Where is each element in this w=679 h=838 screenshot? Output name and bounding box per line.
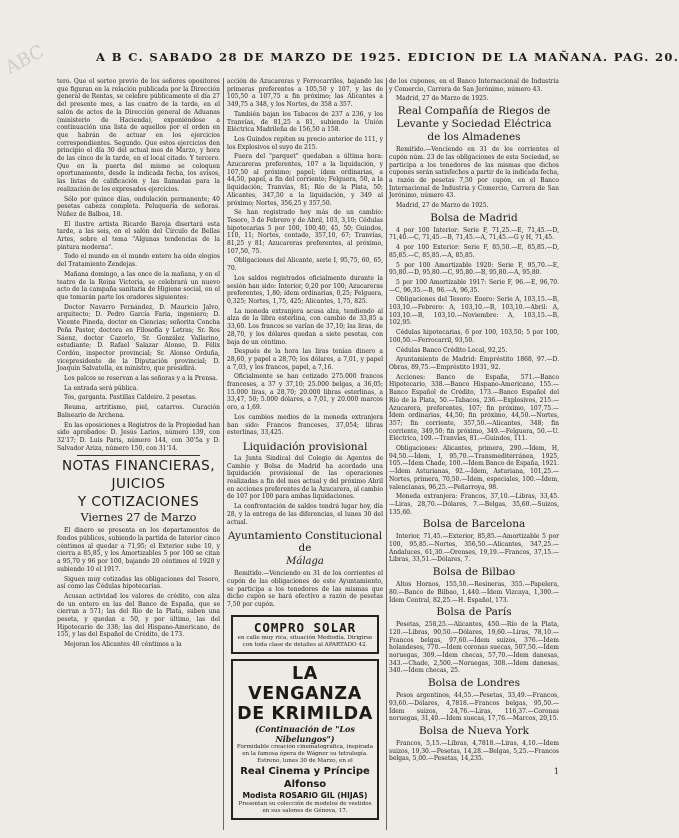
- section-heading: Bolsa de Barcelona: [422, 518, 526, 531]
- article-paragraph: Los cambios medios de la moneda extranjera han sido: Francos franceses, 37,054; libras esterlinas, 33,425.: [227, 413, 383, 437]
- article-paragraph: acción de Azucareras y Ferrocarriles, bajando las primeras preferentes a 105,50 y 107, y las de 105,50 a 107,75 a fin próximo; las Alicantes a 349,75 a 348, y los Nortes, de 358 a 357.: [227, 78, 383, 109]
- section-heading: Bolsa de París: [436, 606, 512, 619]
- article-paragraph: La entrada será pública.: [64, 384, 139, 392]
- advert-paragraph: Todo el mundo en el mundo entero ha oído elogios del Tratamiento Zendejas.: [57, 253, 220, 269]
- section-date: Viernes 27 de Marzo: [80, 511, 197, 525]
- article-paragraph: Mañana domingo, a las once de la mañana, y en el teatro de la Reina Victoria, se celebrará un nuevo acto de la campaña sanitaria de Higiene social, en el que tomarán parte los oradores siguientes:: [57, 270, 220, 301]
- advert-body: en calle muy rica, situación Mediodía. Dirigirse con toda clase de detalles al APARTADO 42.: [237, 634, 373, 648]
- section-heading: Bolsa de Madrid: [430, 211, 518, 224]
- divider: [77, 455, 200, 456]
- quote-paragraph: Altos Hornos, 155,50.—Resineras, 355.—Papelera, 80.—Banco de Bilbao, 1,440.—Ídem Vizcaya, 1,300.—Ídem Central, 82,25.—H. Español, 173.: [389, 581, 559, 604]
- article-paragraph: Los palcos se reservan a las señoras y a la Prensa.: [64, 375, 218, 383]
- quote-paragraph: Obligaciones: Alicantes, primera, 290.—Ídem, H, 94,50.—Ídem, I, 95,70.—Transmediterránea, 1925, 105.—Ídem Chade, 100.—Ídem Banco de España, 1921.—Ídem Asturianas, 92.—Ídem, Asturiana, 101,25.—Nortes, primera, 70,50.—Ídem, especiales, 100.—Ídem, valencianas, 96,25.—Peñarroya, 98.: [389, 445, 560, 491]
- article-paragraph: tero. Que el sorteo previo de los señores opositores que figuran en la relación publicada por la Dirección general de Rentas, se celebre públicamente el día 27 del presente mes, a las cuatro de la tarde, en el salón de actos de la Dirección general de Aduanas (ministerio de Hacienda), exponiéndose a continuación una lista de aquellos por el orden en que habrán de actuar en los ejercicios correspondientes. Segundo. Que estos ejercicios den principio el día 30 del actual mes de Marzo, y hora de las cinco de la tarde, en el local citado. Y tercero. Que en la puerta del mismo se coloquen oportunamente, desde la indicada fecha, los avisos, las listas de calificación y las llamadas para la realización de los expresados ejercicios.: [57, 78, 220, 193]
- column-1: [57, 78, 220, 830]
- quote-paragraph: Moneda extranjera: Francos, 37,10.—Libras, 33,45.—Liras, 28,70.—Dólares, 7.—Belgas, 35,60.—Suizos, 135,60.: [389, 493, 559, 516]
- advert-paragraph: Reuma, artritismo, piel, catarros. Curación Balneario de Archena.: [57, 404, 220, 419]
- advert-subtitle: (Continuación de "Los Nibelungos"): [255, 723, 355, 744]
- advert-title: LA VENGANZA: [248, 663, 362, 704]
- section-heading: Ayuntamiento Constitucional de: [227, 530, 383, 555]
- column-2: [227, 78, 383, 830]
- quote-paragraph: Pesos argentinos, 44,55.—Pesetas, 33,49.—Francos, 93,60.—Dólares, 4,7818.—Francos belgas, 95,50.—Ídem suizos, 24,76.—Liras, 116,37.—Coronas noruegas, 31,40.—Ídem suecas, 17,76.—Marcos, 20,15.: [389, 692, 559, 723]
- advert-krimilda: [231, 659, 379, 820]
- article-paragraph: de los cupones, en el Banco Internacional de Industria y Comercio, Carrera de San Jerónimo, número 43.: [389, 78, 559, 93]
- article-paragraph: Los saldos registrados oficialmente durante la sesión han sido: Interior, 0,20 por 100; Azucareras preferentes, 1,80; ídem ordinarias, 0,25; Felguera, 0,325; Nortes, 1,75, 425; Alicantes, 1,75, 825.: [227, 274, 383, 305]
- article-paragraph: La Junta Sindical del Colegio de Agentes de Cambio y Bolsa de Madrid ha acordado una liquidación provisional de las operaciones realizadas a fin del mes actual y del próximo Abril en acciones preferentes de la Azucarera, al cambio de 107 por 100 para ambas liquidaciones.: [227, 454, 383, 501]
- article-paragraph: Doctor Navarro Fernández, D. Mauricio Jalvo, arquitecto; D. Pedro García Faria, ingeniero; D. Vicente Pineda, doctor en Ciencias; señorita Concha Peña Pastor, doctora en Filosofía y Letras; Sr. Ros Sáenz, doctor Cazorlo, Sr. González Vallarino, estudiante; D. Rafael Salazar Alonso, D. Félix Cordón, inspector provincial; Sr. Alonso Orduña, vicepresidente de la Diputación provincial; D. Joaquín Salvatella, ex ministro, que presidirá.: [57, 303, 220, 373]
- section-subheading: Málaga: [286, 556, 324, 568]
- advert-address: Presentan su colección de modelos de vestidos en sus salones de Génova, 17.: [238, 800, 372, 814]
- quote-paragraph: Cédulas Banco Crédito Local, 92,25.: [396, 346, 508, 354]
- article-paragraph: El dinero se presenta en los departamentos de fondos públicos, subiendo la partida de Interior cinco céntimos al quedar a 71,95; el Exterior sube 10, y cierra a 85,85, y los Amortizables 5 por 100 se citan a 95,70 y 96 por 100, bajando 20 céntimos el 1920 y subiendo 10 el 1917.: [57, 527, 220, 573]
- article-paragraph: Fuera del "parquet" quedaban a última hora: Azucareras preferentes, 107 a la liquidación, y 107,50 al próximo; papel; ídem ordinarias, a 44,50, papel, a fin del corriente; Felguera, 50, a la liquidación; Tranvías, 81; Río de la Plata, 50; Alicantes, 347,50 a la liquidación, y 349 al próximo; Nortes, 356,25 y 357,50.: [227, 153, 383, 207]
- section-heading: NOTAS FINANCIERAS,: [61, 458, 216, 475]
- article-paragraph: También bajan los Tabacos de 237 a 236, y los Tranvías, de 81,25 a 81, subiendo la Unión Eléctrica Madrileña de 156,50 a 158.: [227, 110, 383, 134]
- column-3: [389, 78, 559, 830]
- quote-paragraph: 4 por 100 Exterior: Serie F, 85,50.—E, 85,85.—D, 85,85.—C, 85,85.—A, 85,85.: [389, 244, 559, 259]
- quote-paragraph: Francos, 5,15.—Libras, 4,7818.—Liras, 4,10.—Ídem suizos, 19,30.—Pesetas, 14,28.—Belgas, 5,25.—Francos belgas, 5,00.—Pesetas, 14,235.: [389, 740, 559, 763]
- column-rule: [223, 78, 224, 830]
- quote-paragraph: Pesetas, 258,25.—Alicantes, 450.—Río de la Plata, 120.—Libras, 90,50.—Dólares, 19,60.—Liras, 78,10.—Francos belgas, 97,60.—Ídem suizos, 376.—Ídem holandeses, 770.—Ídem coronas suecas, 507,50.—Ídem noruegas, 309.—Ídem checas, 57,70.—Ídem danesas, 343.—Chade, 2,500.—Noruegas, 308.—Ídem danesas, 340.—Ídem checas, 25.: [389, 621, 559, 675]
- article-paragraph: La moneda extranjera acusa alza, tendiendo al alza de la libra esterlina, con cambio de 33,85 a 33,60. Los francos se varían de 37,10; las liras, de 28,70, y los dólares quedan a siete pesetas, con baja de un céntimo.: [227, 307, 383, 346]
- article-dateline: Madrid, 27 de Marzo de 1925.: [396, 95, 489, 103]
- advert-compro-solar: [231, 615, 379, 654]
- article-paragraph: Se han registrado hoy más de un cambio: Tesoro, 3 de Febrero y de Abril, 103, 3,10; Cédulas hipotecarias 5 por 100, 100,40, 45, 50; Guindos, 110, 11; Nortes, contado, 357,10, 67; Tranvías, 81,25 y 81; Azucareras preferentes, al próximo, 107,50, 75.: [227, 209, 383, 255]
- library-stamp-watermark: ABC: [2, 41, 48, 79]
- advert-paragraph: Sólo por quince días, ondulación permanente; 40 pesetas cabeza completa. Peluquería de señoras. Núñez de Balboa, 18.: [57, 195, 220, 218]
- quote-paragraph: Interior, 71,45.—Exterior, 85,85.—Amortizable 5 por 100, 95,85.—Nortes, 356,50.—Alicantes, 347,25.—Andaluces, 61,30.—Orenses, 19,19.—Francos, 37,15.—Libras, 33,51.—Dólares, 7.: [389, 533, 559, 564]
- page-header: A B C. SABADO 28 DE MARZO DE 1925. EDICION DE LA MAÑANA. PAG. 20.: [96, 50, 679, 64]
- advert-body: Formidable creación cinematográfica, inspirada en la famosa ópera de Wágner su tetralogía. Estreno, lunes 30 de Marzo, en el: [236, 743, 374, 764]
- article-dateline: Madrid, 27 de Marzo de 1925.: [396, 202, 489, 210]
- section-heading: Y COTIZACIONES: [77, 494, 200, 511]
- article-paragraph: En las oposiciones a Registros de la Propiedad han sido aprobados: D. Jesús Larios, número 139, con 32'17; D. Luis Paris, número 144, con 30'5a y D. Salvador Ariza, número 150, con 31'14.: [57, 421, 220, 452]
- section-heading: Bolsa de Nueva York: [418, 725, 530, 737]
- article-paragraph: Oficialmente se han cotizado 275.000 francos franceses, a 37 y 37,10; 25.000 belgas, a 36,05; 15.000 liras, a 28,70; 20.000 libras esterlinas, a 33,47, 50; 5.000 dólares, a 7,01, y 20.000 marcos oro, a 1,69.: [227, 373, 383, 412]
- article-paragraph: La confrontación de saldos tendrá lugar hoy, día 28, y la entrega de las diferencias, el lunes 30 del actual.: [227, 503, 383, 526]
- article-paragraph: Siguen muy cotizadas las obligaciones del Tesoro, así como las Cédulas hipotecarias.: [57, 575, 220, 591]
- quote-paragraph: 4 por 100 Interior: Serie F, 71,25.—E, 71,45.—D, 71,40.—C, 71,45.—B, 71,45.—A, 71,45.—G y H, 71,45.: [389, 226, 559, 242]
- article-paragraph: El ilustre artista Ricardo Baroja disertará esta tarde, a las seis, en el salón del Círculo de Bellas Artes, sobre el tema "Algunas tendencias de la pintura moderna".: [57, 220, 220, 251]
- section-heading: Bolsa de Bilbao: [432, 566, 516, 579]
- article-paragraph: Remitido.—Venciendo en 31 de los corrientes el cupón de las obligaciones de este Ayuntamiento, se participa a los tenedores de las mismas que dicho cupón se hará efectivo a razón de pesetas 7,50 por cupón.: [227, 570, 383, 609]
- quote-paragraph: Acciones: Banco de España, 571.—Banco Hipotecario, 338.—Banco Hispano-Americano, 155.—Banco Español de Crédito, 173.—Banco Español del Río de la Plata, 50.—Tabacos, 236.—Explosivos, 215.—Azucarera, preferentes, 107; fin próximo, 107,75.—Ídem ordinarias, 44,50; fin próximo, 44,50.—Nortes, 357; fin corriente, 357,50.—Alicantes, 348; fin corriente, 349,50; fin próximo, 349.—Felguera, 50.—U. Eléctrica, 109.—Tranvías, 81.—Guindos, 111.: [389, 373, 559, 443]
- section-heading: Liquidación provisional: [242, 440, 368, 453]
- quote-paragraph: Ayuntamiento de Madrid: Empréstito 1868, 97.—D. Obras, 89,75.—Empréstito 1931, 92.: [389, 356, 559, 371]
- section-heading: JUICIOS: [111, 476, 166, 493]
- article-paragraph: Acusan actividad los valores de crédito, con alza de un entero en las del Banco de España, que se cierran a 571; las del Río de la Plata, suben una peseta, y quedan a 50, y por último, las del Hipotecario de 338; las del Hispano-Americano, de 155, y las del Español de Crédito, de 173.: [57, 592, 220, 639]
- quote-paragraph: Obligaciones del Tesoro: Enero: Serie A, 103,15.—B, 103,10.—Febrero: A, 103,10.—B, 103,10.—Abril: A, 103,10.—B, 103,10.—Noviembre: A, 103,15.—B, 102,95.: [389, 296, 559, 327]
- advert-venue: Real Cinema y Príncipe Alfonso: [240, 765, 370, 790]
- column-rule: [386, 78, 387, 830]
- advert-title: DE KRIMILDA: [237, 703, 373, 724]
- article-paragraph: Obligaciones del Alicante, serie I, 95,75, 60, 65, 70.: [227, 257, 383, 273]
- section-heading: Bolsa de Londres: [427, 677, 521, 690]
- article-paragraph: Mejoran los Alicantes 40 céntimos a la: [64, 641, 182, 649]
- advert-title: COMPRO SOLAR: [253, 619, 357, 635]
- advert-paragraph: Tos, garganta. Pastillas Caldeiro. 2 pesetas.: [64, 394, 197, 402]
- article-paragraph: Los Guindos repiten su precio anterior de 111, y los Explosivos el suyo de 215.: [227, 135, 383, 151]
- quote-paragraph: Cédulas hipotecarias, 6 por 100, 103,50; 5 por 100, 100,50.—Ferrocarril, 93,50.: [389, 329, 559, 344]
- section-heading: Real Compañía de Riegos de Levante y Sociedad Eléctrica de los Almadenes: [396, 105, 552, 144]
- quote-paragraph: 5 por 100 Amortizable 1917: Serie F, 96.—E, 96,70.—C, 96,35.—B, 96.—A, 96,35.: [389, 278, 559, 294]
- article-paragraph: Después de la hora las liras tenían dinero a 28,60, y papel a 28,70; los dólares, a 7,01, y papel a 7,03, y los francos, papel, a 7,16.: [227, 348, 383, 371]
- advert-house: Modista ROSARIO GIL (HIJAS): [242, 790, 368, 800]
- quote-paragraph: 5 por 100 Amortizable 1920: Serie F, 95,70.—E, 95,80.—D, 95,80.—C, 95,80.—B, 95,80.—A, 95,80.: [389, 261, 559, 277]
- article-paragraph: Remitido.—Venciendo en 31 de los corrientes el cupón núm. 23 de las obligaciones de esta Sociedad, se participa a los tenedores de las mismas que dichos cupones serán satisfechos a partir de la indicada fecha, a razón de pesetas 7,50 por cupón, en el Banco Internacional de Industria y Comercio, Carrera de San Jerónimo, número 43.: [389, 146, 559, 200]
- page-mark: 1: [553, 767, 559, 777]
